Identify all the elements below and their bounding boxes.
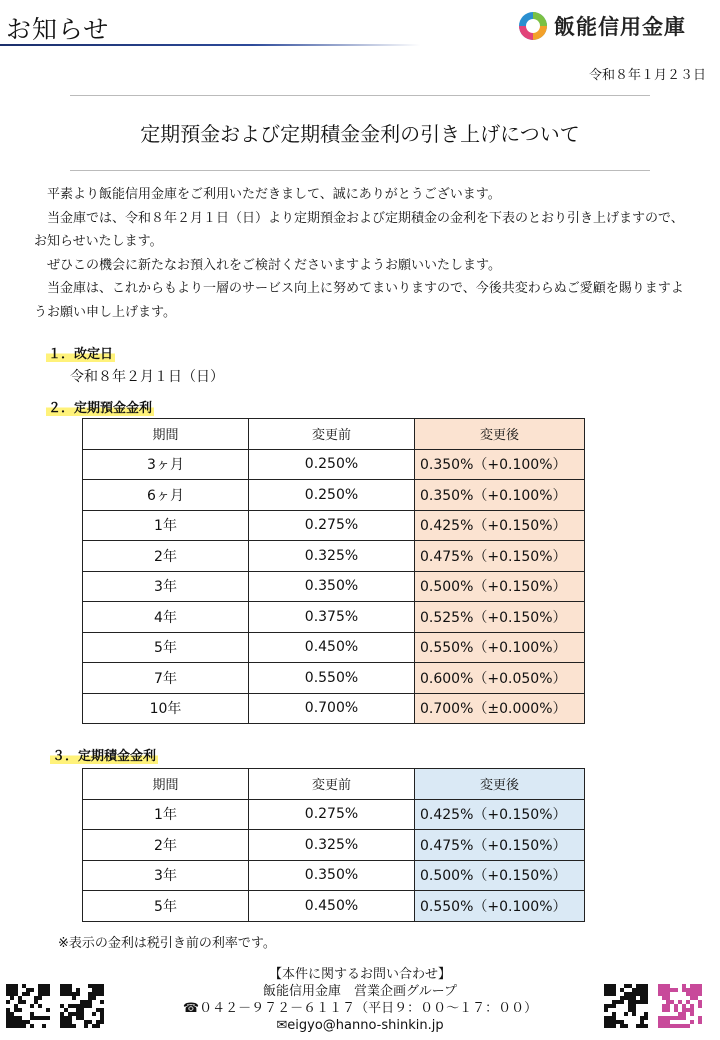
column-header: 変更後 — [415, 419, 585, 450]
term-cell: 5年 — [83, 891, 249, 922]
contact-email: ✉eigyo@hanno-shinkin.jp — [276, 1018, 444, 1033]
contact-department: 飯能信用金庫 営業企画グループ — [263, 984, 457, 999]
shinkin-logo-icon — [518, 11, 548, 41]
after-rate-cell: 0.700%（±0.000%） — [415, 693, 585, 724]
term-cell: 3年 — [83, 860, 249, 891]
after-rate-cell: 0.475%（+0.150%） — [415, 830, 585, 861]
table-header-row — [83, 769, 585, 800]
before-rate-cell: 0.700% — [249, 693, 415, 724]
term-cell: 3ヶ月 — [83, 449, 249, 480]
after-rate-cell: 0.525%（+0.150%） — [415, 602, 585, 633]
term-cell: 2年 — [83, 541, 249, 572]
column-header: 変更後 — [415, 769, 585, 800]
column-header: 変更前 — [249, 419, 415, 450]
before-rate-cell: 0.250% — [249, 480, 415, 511]
paragraph: 当金庫では、令和８年２月１日（日）より定期預金および定期積金の金利を下表のとおり引き上げますので、お知らせいたします。 — [34, 210, 684, 249]
issue-date: 令和８年１月２３日 — [588, 68, 706, 83]
contact-heading: 【本件に関するお問い合わせ】 — [268, 967, 451, 982]
before-rate-cell: 0.325% — [249, 830, 415, 861]
after-rate-cell: 0.475%（+0.150%） — [415, 541, 585, 572]
tax-note: ※表示の金利は税引き前の利率です。 — [58, 936, 276, 951]
paragraph: ぜひこの機会に新たなお預入れをご検討くださいますようお願いいたします。 — [47, 257, 501, 273]
before-rate-cell: 0.325% — [249, 541, 415, 572]
intro-text — [34, 183, 684, 324]
table-row — [83, 860, 585, 891]
before-rate-cell: 0.350% — [249, 571, 415, 602]
after-rate-cell: 0.550%（+0.100%） — [415, 891, 585, 922]
before-rate-cell: 0.550% — [249, 663, 415, 694]
qr-code-icon[interactable] — [604, 984, 648, 1028]
term-cell: 10年 — [83, 693, 249, 724]
column-header: 変更前 — [249, 769, 415, 800]
table-row — [83, 602, 585, 633]
paragraph: 当金庫は、これからもより一層のサービス向上に努めてまいりますので、今後共変わらぬご愛顧を賜りますようお願い申し上げます。 — [34, 281, 684, 320]
table-row — [83, 830, 585, 861]
term-cell: 4年 — [83, 602, 249, 633]
section-heading-installment: ３．定期積金金利 — [50, 745, 158, 764]
page-header — [0, 0, 720, 52]
table-row — [83, 541, 585, 572]
after-rate-cell: 0.350%（+0.100%） — [415, 480, 585, 511]
header-underline — [0, 44, 420, 46]
section-heading-time-deposit: ２．定期預金金利 — [46, 397, 154, 416]
before-rate-cell: 0.250% — [249, 449, 415, 480]
before-rate-cell: 0.450% — [249, 891, 415, 922]
table-header-row — [83, 419, 585, 450]
after-rate-cell: 0.425%（+0.150%） — [415, 799, 585, 830]
document-title: 定期預金および定期積金金利の引き上げについて — [140, 122, 580, 146]
time-deposit-rate-table — [82, 418, 585, 724]
section-heading-effective-date: １．改定日 — [46, 343, 115, 362]
bank-name: 飯能信用金庫 — [554, 15, 686, 39]
paragraph: 平素より飯能信用金庫をご利用いただきまして、誠にありがとうございます。 — [47, 187, 501, 202]
qr-code-icon[interactable] — [6, 984, 50, 1028]
table-row — [83, 799, 585, 830]
term-cell: 3年 — [83, 571, 249, 602]
term-cell: 1年 — [83, 799, 249, 830]
contact-phone: ☎０４２－９７２－６１１７（平日９：００～１７：００） — [182, 1001, 538, 1016]
after-rate-cell: 0.350%（+0.100%） — [415, 449, 585, 480]
after-rate-cell: 0.500%（+0.150%） — [415, 860, 585, 891]
before-rate-cell: 0.275% — [249, 799, 415, 830]
term-cell: 6ヶ月 — [83, 480, 249, 511]
after-rate-cell: 0.550%（+0.100%） — [415, 632, 585, 663]
before-rate-cell: 0.275% — [249, 510, 415, 541]
table-row — [83, 663, 585, 694]
divider — [70, 95, 650, 96]
after-rate-cell: 0.425%（+0.150%） — [415, 510, 585, 541]
table-row — [83, 449, 585, 480]
term-cell: 2年 — [83, 830, 249, 861]
table-row — [83, 693, 585, 724]
qr-code-icon[interactable] — [60, 984, 104, 1028]
before-rate-cell: 0.375% — [249, 602, 415, 633]
bank-logo — [518, 11, 686, 41]
qr-code-icon[interactable] — [658, 984, 702, 1028]
column-header: 期間 — [83, 769, 249, 800]
table-row — [83, 510, 585, 541]
table-row — [83, 571, 585, 602]
term-cell: 7年 — [83, 663, 249, 694]
before-rate-cell: 0.350% — [249, 860, 415, 891]
after-rate-cell: 0.500%（+0.150%） — [415, 571, 585, 602]
table-row — [83, 632, 585, 663]
page-header-title: お知らせ — [6, 15, 110, 44]
before-rate-cell: 0.450% — [249, 632, 415, 663]
installment-rate-table — [82, 768, 585, 922]
effective-date: 令和８年２月１日（日） — [70, 369, 224, 385]
table-row — [83, 480, 585, 511]
divider — [70, 170, 650, 171]
term-cell: 5年 — [83, 632, 249, 663]
after-rate-cell: 0.600%（+0.050%） — [415, 663, 585, 694]
table-row — [83, 891, 585, 922]
term-cell: 1年 — [83, 510, 249, 541]
column-header: 期間 — [83, 419, 249, 450]
